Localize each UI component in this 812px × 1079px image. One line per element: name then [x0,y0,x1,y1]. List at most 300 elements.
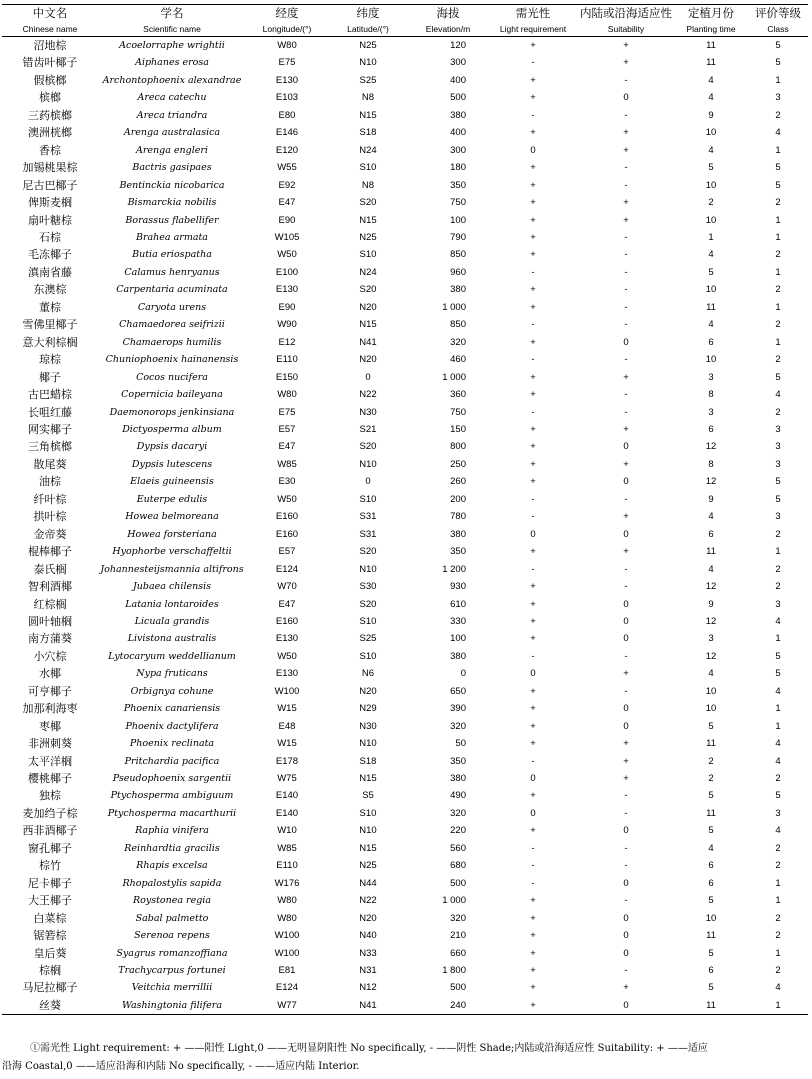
cell-planting-time: 12 [705,476,717,488]
cell-longitude: E160 [275,511,299,523]
cell-class: 1 [775,895,781,907]
cell-latitude: N25 [359,231,377,243]
header-elevation-zh: 海拔 [408,5,488,23]
cell-chinese-name: 白菜棕 [33,911,67,925]
header-row-chinese [2,5,808,23]
cell-light-requirement: + [530,441,536,453]
cell-longitude: E48 [278,720,296,732]
cell-planting-time: 6 [708,860,714,872]
cell-chinese-name: 独棕 [39,789,61,803]
cell-class: 2 [775,284,781,296]
cell-chinese-name: 椰子 [39,370,61,384]
cell-class: 2 [775,581,781,593]
cell-elevation: 320 [450,912,466,924]
cell-scientific-name: Jubaea chilensis [132,581,212,593]
cell-light-requirement: + [530,40,536,51]
cell-class: 2 [775,930,781,942]
cell-planting-time: 11 [706,930,716,942]
cell-class: 4 [775,755,781,767]
cell-latitude: S10 [359,162,377,174]
table-row [2,229,808,246]
cell-planting-time: 2 [708,773,714,785]
cell-class: 1 [775,231,781,243]
cell-scientific-name: Syagrus romanzoffiana [116,947,228,959]
cell-light-requirement: + [530,720,536,732]
cell-chinese-name: 雪佛里椰子 [22,318,78,332]
cell-latitude: N10 [359,458,377,470]
cell-class: 4 [775,615,781,627]
cell-elevation: 180 [450,162,466,174]
table-row [2,857,808,874]
cell-chinese-name: 锯箬棕 [33,929,67,943]
table-row [2,700,808,717]
cell-suitability: - [624,842,628,854]
header-longitude-en: Longitude/(°) [246,22,328,37]
cell-light-requirement: - [531,563,535,575]
cell-chinese-name: 网实椰子 [28,422,72,436]
table-row [2,369,808,386]
cell-latitude: N12 [359,982,377,994]
cell-latitude: N15 [359,319,377,331]
cell-suitability: 0 [623,598,629,610]
cell-latitude: N10 [359,57,377,69]
cell-chinese-name: 扇叶糖棕 [28,213,72,227]
cell-class: 1 [775,877,781,889]
cell-elevation: 200 [450,493,466,505]
cell-light-requirement: + [530,790,536,802]
cell-chinese-name: 毛冻椰子 [28,248,72,262]
cell-latitude: N8 [361,92,375,104]
cell-chinese-name: 尼古巴椰子 [22,178,78,192]
header-class-en: Class [748,22,808,37]
cell-chinese-name: 窗孔椰子 [28,841,72,855]
cell-latitude: N15 [359,109,377,121]
cell-elevation: 850 [450,319,466,331]
cell-light-requirement: - [531,860,535,872]
cell-planting-time: 10 [705,912,717,924]
cell-scientific-name: Licuala grandis [134,615,210,627]
cell-class: 1 [775,266,781,278]
cell-longitude: E80 [278,109,296,121]
cell-suitability: + [623,197,629,209]
header-chinese-name-zh: 中文名 [2,5,98,23]
table-row [2,753,808,770]
cell-longitude: E75 [278,57,296,69]
cell-latitude: S20 [359,284,377,296]
cell-light-requirement: - [531,650,535,662]
cell-longitude: W10 [277,825,297,837]
cell-longitude: E110 [276,860,298,872]
cell-elevation: 220 [450,825,466,837]
cell-scientific-name: Bactris gasipaes [132,162,212,174]
footnote-line-1: ①需光性 Light requirement: + ——阳性 Light,0 ——无明显阴阳性 No specifically, - ——阴性 Shade;内陆或沿海适应性 Suitability: + ——适应 [30,1043,708,1054]
cell-elevation: 120 [450,40,466,51]
cell-latitude: S20 [359,546,377,558]
cell-class: 2 [775,912,781,924]
cell-longitude: E140 [275,807,299,819]
cell-suitability: + [623,214,629,226]
table-row [2,246,808,263]
header-scientific-name-en: Scientific name [98,22,246,37]
table-row [2,438,808,455]
cell-light-requirement: + [530,982,536,994]
header-suitability-zh: 内陆或沿海适应性 [580,6,672,20]
cell-elevation: 610 [450,598,466,610]
cell-class: 1 [775,74,781,86]
table-row [2,386,808,403]
cell-suitability: - [624,109,628,121]
table-row [2,264,808,281]
cell-class: 2 [775,965,781,977]
cell-suitability: - [624,179,628,191]
cell-chinese-name: 枣椰 [39,719,61,733]
table-row [2,822,808,839]
cell-chinese-name: 樱桃椰子 [28,772,72,786]
cell-light-requirement: 0 [530,668,536,680]
cell-class: 1 [775,720,781,732]
cell-class: 1 [775,947,781,959]
cell-light-requirement: + [530,930,536,942]
cell-light-requirement: - [531,511,535,523]
cell-latitude: S10 [359,650,377,662]
table-row [2,421,808,438]
table-header [2,5,808,37]
cell-elevation: 750 [450,197,466,209]
cell-class: 5 [775,790,781,802]
table-row [2,508,808,525]
cell-class: 1 [775,633,781,645]
cell-light-requirement: + [530,231,536,243]
cell-scientific-name: Dypsis lutescens [131,458,213,470]
cell-class: 4 [775,982,781,994]
cell-scientific-name: Ptychosperma ambiguum [110,790,234,802]
cell-latitude: N41 [359,336,377,348]
cell-planting-time: 10 [705,685,717,697]
cell-elevation: 650 [450,685,466,697]
table-body [2,37,808,1015]
table-row [2,927,808,944]
cell-planting-time: 10 [705,284,717,296]
table-row [2,718,808,735]
cell-scientific-name: Pseudophoenix sargentii [112,773,232,785]
cell-chinese-name: 意大利棕榈 [22,335,78,349]
cell-planting-time: 4 [708,511,714,523]
cell-class: 5 [775,40,781,51]
cell-suitability: + [623,57,629,69]
cell-elevation: 390 [450,703,466,715]
table-row [2,54,808,71]
cell-longitude: E160 [275,615,299,627]
cell-light-requirement: + [530,197,536,209]
cell-scientific-name: Sabal palmetto [135,912,209,924]
cell-chinese-name: 俾斯麦榈 [28,196,72,210]
cell-latitude: S10 [359,807,377,819]
header-light-requirement-en: Light requirement [488,22,578,37]
cell-class: 2 [775,842,781,854]
cell-chinese-name: 三药槟榔 [28,108,72,122]
cell-scientific-name: Livistona australis [127,633,217,645]
cell-elevation: 460 [450,354,466,366]
cell-longitude: W176 [274,877,300,889]
cell-latitude: S5 [362,790,374,802]
cell-suitability: - [624,650,628,662]
cell-latitude: S20 [359,598,377,610]
cell-suitability: 0 [623,912,629,924]
cell-light-requirement: - [531,57,535,69]
cell-chinese-name: 圆叶轴榈 [28,614,72,628]
cell-elevation: 100 [450,633,466,645]
cell-planting-time: 11 [706,40,716,51]
table-row [2,316,808,333]
cell-elevation: 250 [450,458,466,470]
palm-species-table [2,4,808,1015]
cell-light-requirement: + [530,179,536,191]
cell-class: 5 [775,57,781,69]
cell-chinese-name: 麦加绉子棕 [22,806,78,820]
cell-planting-time: 10 [705,354,717,366]
cell-planting-time: 12 [705,581,717,593]
cell-light-requirement: + [530,825,536,837]
cell-planting-time: 11 [674,997,748,1015]
cell-suitability: 0 [623,528,629,540]
cell-planting-time: 4 [708,319,714,331]
cell-longitude: E110 [276,354,298,366]
cell-class: 1 [775,301,781,313]
cell-chinese-name: 错齿叶椰子 [22,56,78,70]
cell-suitability: - [624,493,628,505]
cell-chinese-name: 加那利海枣 [22,702,78,716]
cell-suitability: - [624,895,628,907]
cell-chinese-name: 香棕 [39,143,61,157]
table-row [2,142,808,159]
cell-planting-time: 6 [708,877,714,889]
cell-light-requirement: + [530,423,536,435]
cell-chinese-name: 丝葵 [2,997,98,1015]
cell-class: 1 [748,997,808,1015]
cell-light-requirement: + [530,162,536,174]
cell-planting-time: 5 [708,982,714,994]
cell-latitude: N20 [359,354,377,366]
table-row [2,456,808,473]
cell-scientific-name: Lytocaryum weddellianum [108,650,236,662]
cell-latitude: 0 [365,476,371,488]
cell-chinese-name: 假槟榔 [33,73,67,87]
cell-elevation: 320 [450,807,466,819]
cell-planting-time: 2 [708,197,714,209]
cell-longitude: W80 [277,389,297,401]
header-light-requirement-zh: 需光性 [488,5,578,23]
cell-light-requirement: 0 [530,144,536,156]
cell-light-requirement: - [531,877,535,889]
cell-longitude: W80 [277,40,297,51]
cell-scientific-name: Dypsis dacaryi [136,441,208,453]
cell-scientific-name: Trachycarpus fortunei [118,965,226,977]
table-row [2,910,808,927]
cell-suitability: + [623,127,629,139]
cell-light-requirement: + [530,389,536,401]
cell-elevation: 1 000 [442,301,466,313]
cell-longitude: W55 [277,162,297,174]
cell-light-requirement: - [531,493,535,505]
table-row [2,997,808,1015]
cell-chinese-name: 三角槟榔 [28,440,72,454]
cell-class: 2 [775,197,781,209]
cell-latitude: N20 [359,685,377,697]
cell-elevation: 380 [450,109,466,121]
cell-class: 4 [775,389,781,401]
cell-latitude: N10 [359,738,377,750]
cell-longitude: E150 [275,371,299,383]
cell-latitude: N24 [359,266,377,278]
cell-light-requirement: + [530,703,536,715]
cell-planting-time: 3 [708,633,714,645]
cell-planting-time: 5 [708,825,714,837]
cell-scientific-name: Butia eriospatha [132,249,212,261]
table-row [2,613,808,630]
cell-chinese-name: 尼卡椰子 [28,876,72,890]
cell-elevation: 210 [450,930,466,942]
cell-latitude: N29 [359,703,377,715]
cell-elevation: 780 [450,511,466,523]
cell-scientific-name: Brahea armata [136,231,208,243]
cell-chinese-name: 太平洋榈 [28,754,72,768]
cell-elevation: 560 [450,842,466,854]
cell-elevation: 380 [450,650,466,662]
cell-class: 5 [775,476,781,488]
cell-planting-time: 10 [705,703,717,715]
cell-light-requirement: 0 [530,773,536,785]
cell-longitude: W15 [277,703,297,715]
cell-planting-time: 3 [708,371,714,383]
header-latitude-zh: 纬度 [328,5,408,23]
cell-suitability: - [624,301,628,313]
cell-latitude: S20 [359,441,377,453]
cell-elevation: 350 [450,179,466,191]
cell-longitude: E103 [275,92,299,104]
cell-class: 2 [775,249,781,261]
cell-chinese-name: 滇南省藤 [28,265,72,279]
cell-latitude: N15 [359,214,377,226]
cell-planting-time: 4 [708,92,714,104]
cell-planting-time: 4 [708,842,714,854]
cell-light-requirement: + [530,546,536,558]
cell-elevation: 350 [450,546,466,558]
cell-chinese-name: 纤叶棕 [33,492,67,506]
cell-longitude: E57 [278,423,296,435]
cell-class: 2 [775,563,781,575]
table-row [2,543,808,560]
table-row [2,177,808,194]
cell-latitude: S30 [359,581,377,593]
cell-chinese-name: 西非酒椰子 [22,824,78,838]
cell-latitude: N10 [359,563,377,575]
cell-planting-time: 11 [706,738,716,750]
cell-scientific-name: Carpentaria acuminata [116,284,228,296]
cell-suitability: + [623,371,629,383]
cell-class: 5 [775,650,781,662]
table-row [2,683,808,700]
cell-class: 2 [775,354,781,366]
cell-elevation: 300 [450,144,466,156]
cell-latitude: N44 [359,877,377,889]
cell-planting-time: 9 [708,598,714,610]
cell-planting-time: 3 [708,406,714,418]
cell-suitability: - [624,354,628,366]
cell-class: 2 [775,860,781,872]
cell-longitude: W100 [274,930,300,942]
cell-chinese-name: 沼地棕 [33,39,67,52]
cell-latitude: S21 [359,423,377,435]
cell-longitude: E47 [278,441,296,453]
cell-light-requirement: + [530,598,536,610]
cell-longitude: W105 [274,231,300,243]
cell-planting-time: 8 [708,389,714,401]
cell-suitability: + [623,144,629,156]
cell-longitude: W70 [277,581,297,593]
cell-latitude: S10 [359,615,377,627]
cell-class: 2 [775,528,781,540]
cell-light-requirement: + [530,947,536,959]
cell-suitability: + [623,423,629,435]
cell-class: 5 [775,179,781,191]
cell-scientific-name: Copernicia baileyana [121,389,223,401]
cell-light-requirement: + [530,458,536,470]
cell-latitude: S25 [359,633,377,645]
table-row [2,89,808,106]
cell-chinese-name: 棕竹 [39,859,61,873]
cell-scientific-name: Orbignya cohune [130,685,214,697]
cell-class: 5 [775,493,781,505]
cell-planting-time: 12 [705,650,717,662]
cell-light-requirement: - [531,406,535,418]
cell-suitability: 0 [623,441,629,453]
table-row [2,578,808,595]
cell-class: 2 [775,406,781,418]
cell-longitude: E90 [278,214,296,226]
cell-latitude: N22 [359,389,377,401]
header-suitability-en: Suitability [578,22,674,37]
cell-planting-time: 5 [708,790,714,802]
cell-chinese-name: 拱叶棕 [33,510,67,524]
cell-scientific-name: Borassus flabellifer [125,214,219,226]
cell-suitability: + [623,511,629,523]
cell-light-requirement: + [530,476,536,488]
cell-scientific-name: Nypa fruticans [136,668,208,680]
cell-suitability: + [623,546,629,558]
cell-scientific-name: Cocos nucifera [136,371,208,383]
cell-longitude: E47 [278,197,296,209]
cell-light-requirement: + [530,895,536,907]
cell-elevation: 380 [450,773,466,785]
cell-planting-time: 10 [705,214,717,226]
cell-chinese-name: 长咀红藤 [28,405,72,419]
cell-elevation: 350 [450,755,466,767]
header-latitude-en: Latitude/(°) [328,22,408,37]
cell-scientific-name: Chamaedorea seifrizii [119,319,225,331]
cell-latitude: N25 [359,40,377,51]
cell-scientific-name: Arenga engleri [136,144,208,156]
cell-light-requirement: + [530,92,536,104]
cell-scientific-name: Rhapis excelsa [136,860,208,872]
cell-class: 3 [775,441,781,453]
cell-planting-time: 9 [708,109,714,121]
cell-latitude: S10 [359,249,377,261]
cell-suitability: 0 [578,997,674,1015]
table-row [2,473,808,490]
cell-planting-time: 4 [708,249,714,261]
cell-latitude: N24 [359,144,377,156]
cell-longitude: W85 [277,458,297,470]
